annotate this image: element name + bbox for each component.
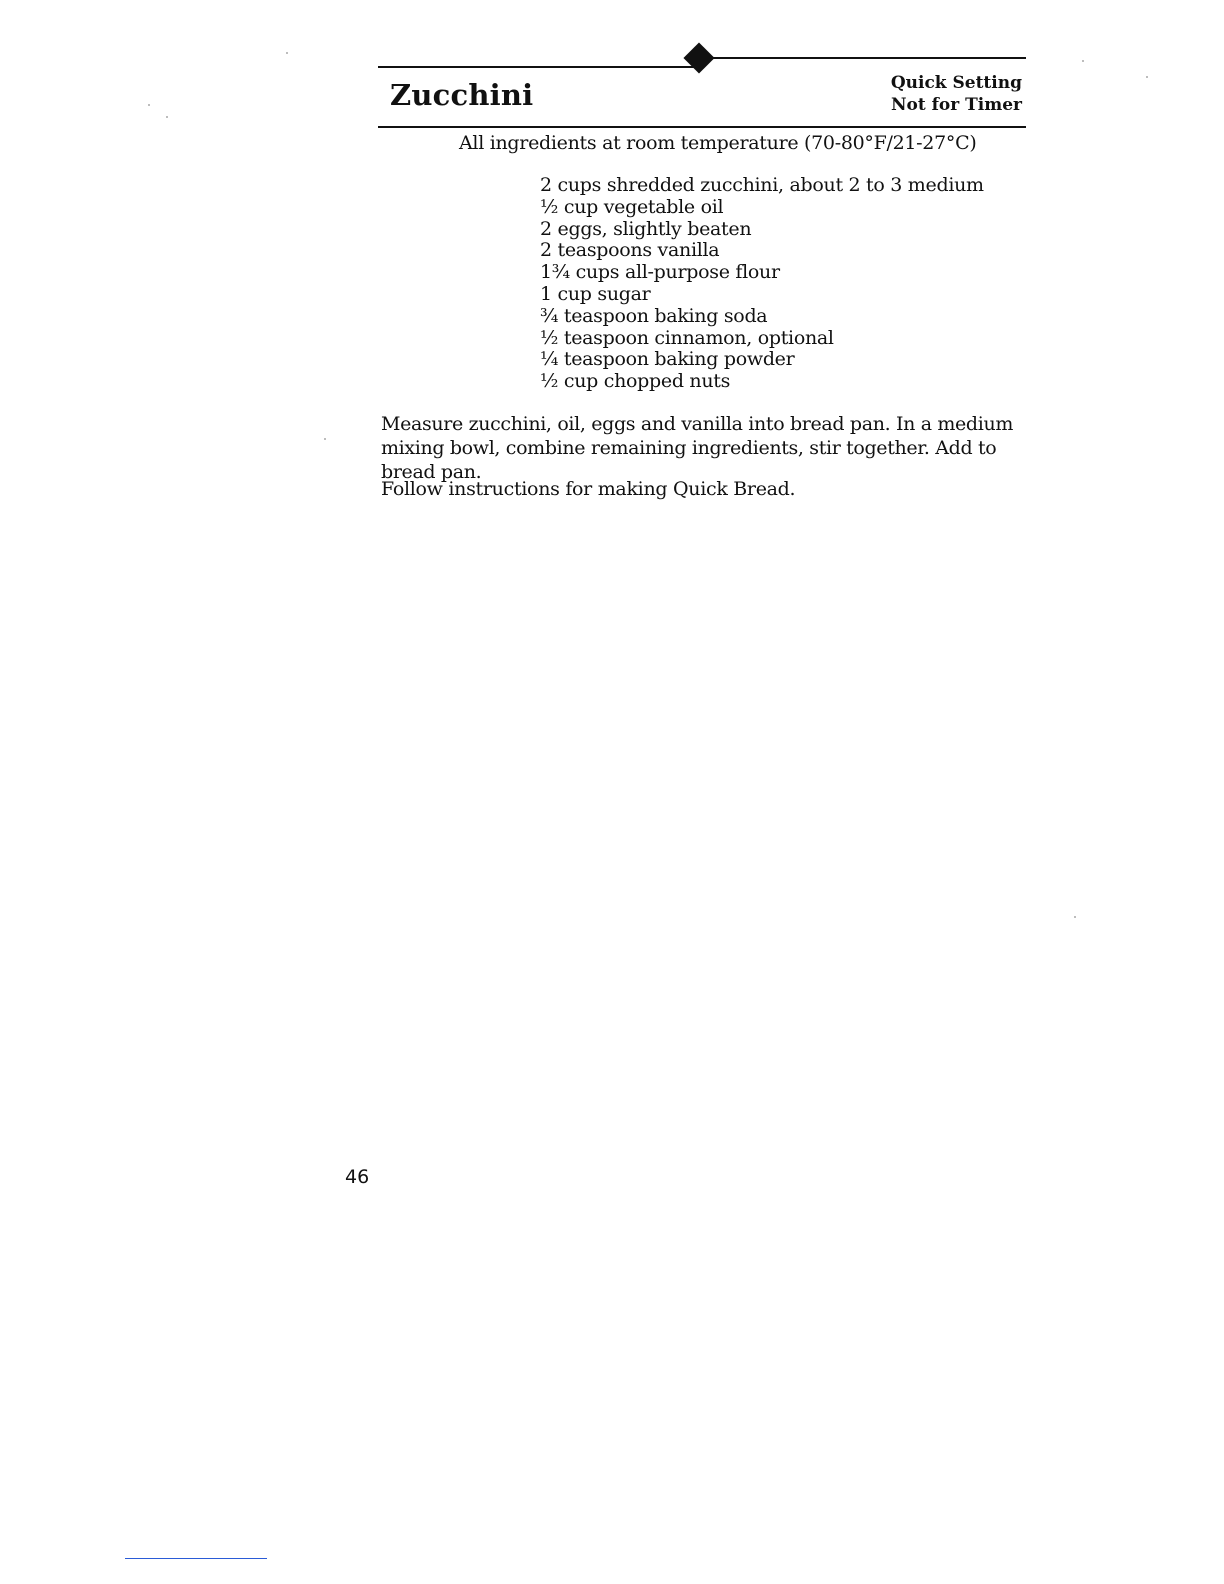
header-rule-left: [378, 66, 700, 68]
scan-artifact-line: [125, 1558, 267, 1559]
diamond-ornament-icon: [683, 42, 714, 73]
ingredient-item: 2 teaspoons vanilla: [540, 239, 720, 262]
ingredient-item: 1 cup sugar: [540, 282, 651, 305]
scan-speck: [166, 116, 168, 118]
ingredient-item: ½ teaspoon cinnamon, optional: [540, 326, 834, 349]
ingredient-item: 2 cups shredded zucchini, about 2 to 3 medium: [540, 174, 984, 196]
follow-instructions: Follow instructions for making Quick Bread.: [381, 478, 796, 500]
ingredient-item: ½ cup chopped nuts: [540, 370, 731, 393]
scan-speck: [148, 104, 150, 106]
ingredient-item: 2 eggs, slightly beaten: [540, 217, 752, 240]
setting-info: [891, 72, 1022, 116]
page-number: 46: [345, 1166, 370, 1188]
scan-speck: [1146, 76, 1148, 78]
recipe-title: Zucchini: [390, 78, 534, 112]
header-bottom-rule: [378, 126, 1026, 128]
scan-speck: [286, 52, 288, 54]
setting-mode: Quick Setting: [890, 73, 1022, 93]
ingredient-item: ¾ teaspoon baking soda: [540, 304, 768, 327]
scan-speck: [324, 438, 326, 440]
ingredient-item: ½ cup vegetable oil: [540, 195, 724, 218]
timer-note: Not for Timer: [890, 95, 1022, 115]
scan-speck: [1082, 60, 1084, 62]
ingredient-list: [540, 175, 984, 393]
ingredient-item: 1¾ cups all-purpose flour: [540, 261, 780, 284]
temperature-note: All ingredients at room temperature (70-80°F/21-27°C): [459, 132, 977, 154]
instructions-paragraph: Measure zucchini, oil, eggs and vanilla into bread pan. In a medium mixing bowl, combine remaining ingredients, stir together. Add to bread pan.: [381, 413, 1014, 483]
scan-speck: [1074, 916, 1076, 918]
header-rule-right: [700, 57, 1026, 59]
ingredient-item: ¼ teaspoon baking powder: [540, 348, 795, 371]
